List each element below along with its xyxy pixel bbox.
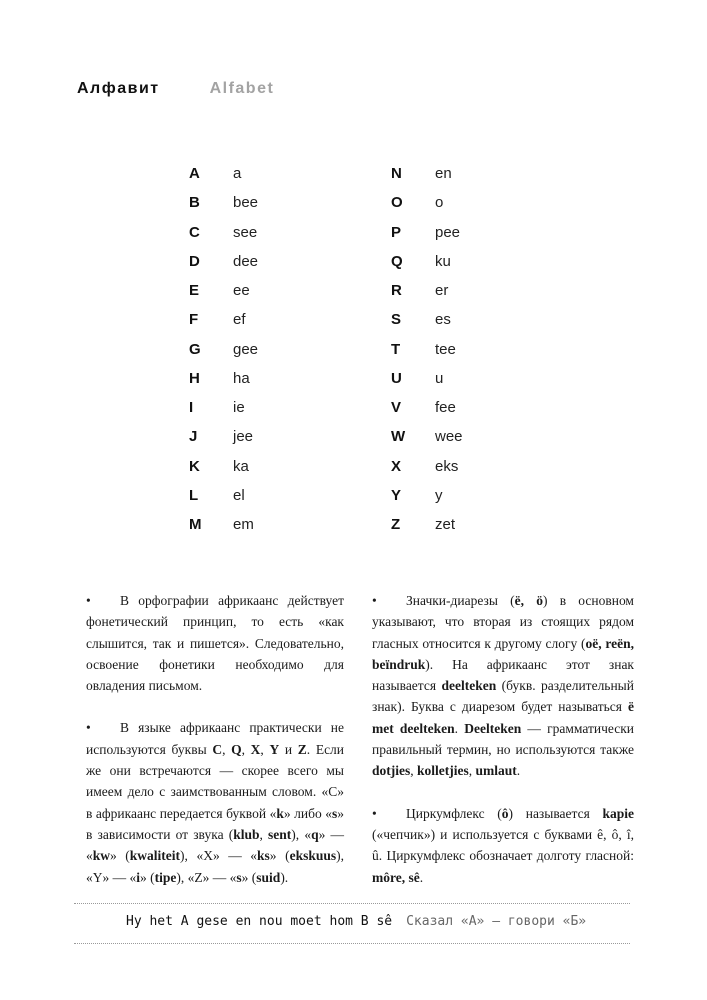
alphabet-letter-name: dee xyxy=(233,252,259,270)
note-text: . xyxy=(454,720,465,736)
note-text: » ( xyxy=(140,869,155,885)
footer-divider-bottom xyxy=(74,943,630,944)
notes-column-right xyxy=(372,590,634,909)
note-text: » ( xyxy=(110,848,130,864)
note-text: » — « xyxy=(86,826,345,864)
alphabet-row xyxy=(189,422,258,451)
note-text: Циркумфлекс ( xyxy=(406,805,502,821)
alphabet-letter-name: a xyxy=(233,165,242,183)
alphabet-row xyxy=(189,159,258,188)
alphabet-letter: E xyxy=(189,282,200,300)
note-paragraph xyxy=(372,803,634,888)
alphabet-row xyxy=(391,218,463,247)
alphabet-column-left xyxy=(189,159,258,539)
note-term: ë met deelteken xyxy=(372,699,634,736)
proverb-russian: Сказал «А» — говори «Б» xyxy=(406,914,587,929)
note-term: Deelteken xyxy=(464,720,522,736)
note-term: Z xyxy=(297,741,307,757)
alphabet-letter-name: es xyxy=(435,311,451,329)
alphabet-letter-name: bee xyxy=(233,194,259,212)
note-term: oë, reën, beïndruk xyxy=(372,635,634,672)
alphabet-letter-name: pee xyxy=(435,223,461,241)
alphabet-row xyxy=(391,188,463,217)
alphabet-letter: O xyxy=(391,194,403,212)
alphabet-row xyxy=(391,364,463,393)
note-paragraph xyxy=(86,717,344,887)
note-text: » ( xyxy=(241,869,257,885)
alphabet-row xyxy=(391,481,463,510)
alphabet-row xyxy=(189,247,258,276)
note-text: — грамматически правильный термин, но используются также xyxy=(372,720,634,758)
page-header xyxy=(77,80,274,98)
note-term: ô xyxy=(501,805,509,821)
alphabet-letter: C xyxy=(189,223,200,241)
note-term: kw xyxy=(92,848,111,864)
alphabet-letter: J xyxy=(189,428,198,446)
proverb-afrikaans: Hy het A gese en nou moet hom B sê xyxy=(126,914,393,929)
note-term: kapie xyxy=(602,805,634,821)
note-term: i xyxy=(136,869,141,885)
note-term: klub xyxy=(233,826,260,842)
bullet-mark: • xyxy=(86,720,91,736)
bullet-mark: • xyxy=(86,593,91,608)
alphabet-letter-name: wee xyxy=(435,428,463,446)
note-text: ), « xyxy=(291,826,312,842)
alphabet-letter-name: o xyxy=(435,194,444,212)
alphabet-letter: R xyxy=(391,282,402,300)
note-paragraph xyxy=(372,590,634,782)
alphabet-letter-name: gee xyxy=(233,340,259,358)
note-term: tipe xyxy=(154,869,177,885)
title-afrikaans: Alfabet xyxy=(209,80,275,97)
alphabet-letter-name: tee xyxy=(435,340,456,358)
alphabet-letter-name: el xyxy=(233,486,245,504)
alphabet-letter: Q xyxy=(391,252,403,270)
bullet-mark: • xyxy=(372,593,377,608)
note-term: môre, sê xyxy=(372,869,420,885)
alphabet-letter: Z xyxy=(391,516,401,534)
note-text: , xyxy=(259,826,269,842)
alphabet-letter: L xyxy=(189,486,199,504)
alphabet-letter: A xyxy=(189,165,200,183)
note-term: Q xyxy=(231,741,242,757)
note-text: и xyxy=(279,741,298,757)
alphabet-letter: H xyxy=(189,369,200,387)
alphabet-letter: D xyxy=(189,252,200,270)
note-term: sent xyxy=(268,826,292,842)
alphabet-row xyxy=(391,276,463,305)
note-term: C xyxy=(212,741,223,757)
note-text: , xyxy=(222,741,232,757)
alphabet-row xyxy=(391,422,463,451)
alphabet-row xyxy=(391,452,463,481)
note-term: ë, ö xyxy=(514,593,543,608)
alphabet-row xyxy=(189,364,258,393)
note-term: kwaliteit xyxy=(129,848,181,864)
alphabet-letter: F xyxy=(189,311,199,329)
note-text: ), «X» — « xyxy=(180,848,258,864)
note-text: » либо « xyxy=(283,805,332,821)
alphabet-letter: K xyxy=(189,457,200,475)
alphabet-row xyxy=(391,305,463,334)
note-text: , xyxy=(410,763,417,779)
alphabet-letter: V xyxy=(391,399,402,417)
alphabet-letter: Y xyxy=(391,486,402,504)
alphabet-letter: B xyxy=(189,194,200,212)
note-term: umlaut xyxy=(475,763,517,779)
alphabet-row xyxy=(189,452,258,481)
note-text: » ( xyxy=(269,848,290,864)
note-text: Значки-диарезы ( xyxy=(406,593,515,608)
note-term: dotjies xyxy=(372,763,411,779)
alphabet-letter: N xyxy=(391,165,402,183)
bullet-mark: • xyxy=(372,805,377,821)
alphabet-letter-name: jee xyxy=(233,428,254,446)
alphabet-row xyxy=(189,305,258,334)
note-term: s xyxy=(236,869,242,885)
title-russian: Алфавит xyxy=(77,80,160,97)
note-text: ). xyxy=(280,869,289,885)
proverb xyxy=(126,914,586,929)
note-text: . Если же они встречаются — скорее всего мы имеем дело с заимствованным словом. «C» в африкаанс передается буквой « xyxy=(86,741,345,821)
note-text: » в зависимости от звука ( xyxy=(86,805,344,842)
alphabet-letter: M xyxy=(189,516,202,534)
alphabet-row xyxy=(189,393,258,422)
note-text: ). На африкаанс этот знак называется xyxy=(372,656,634,694)
alphabet-letter-name: en xyxy=(435,165,452,183)
alphabet-letter-name: ee xyxy=(233,282,250,300)
alphabet-letter: T xyxy=(391,340,401,358)
alphabet-row xyxy=(189,188,258,217)
alphabet-letter-name: em xyxy=(233,516,254,534)
alphabet-letter: W xyxy=(391,428,406,446)
alphabet-letter: I xyxy=(189,399,194,417)
alphabet-letter-name: ef xyxy=(233,311,246,329)
alphabet-letter-name: see xyxy=(233,223,258,241)
alphabet-letter-name: fee xyxy=(435,399,456,417)
alphabet-row xyxy=(391,247,463,276)
alphabet-letter-name: ku xyxy=(435,252,451,270)
alphabet-letter-name: ha xyxy=(233,369,250,387)
note-term: k xyxy=(276,805,284,821)
note-text: ) в основном указывают, что вторая из стоящих рядом гласных относится к другому слогу ( xyxy=(372,593,634,651)
note-text: , xyxy=(468,763,476,779)
alphabet-letter-name: y xyxy=(435,486,443,504)
alphabet-row xyxy=(189,481,258,510)
alphabet-column-right xyxy=(391,159,463,539)
note-text: . xyxy=(516,763,521,779)
alphabet-letter: P xyxy=(391,223,402,241)
alphabet-letter: G xyxy=(189,340,201,358)
note-text: . xyxy=(419,869,424,885)
note-term: ekskuus xyxy=(289,848,337,864)
alphabet-row xyxy=(189,276,258,305)
alphabet-letter-name: zet xyxy=(435,516,456,534)
note-term: X xyxy=(250,741,261,757)
alphabet-row xyxy=(391,393,463,422)
note-term: ks xyxy=(257,848,270,864)
alphabet-letter-name: ka xyxy=(233,457,249,475)
note-text: В орфографии африкаанс действует фонетический принцип, то есть «как слышится, так и пишется». Следовательно, освоение фонетики необходимо для овладения письмом. xyxy=(86,593,344,694)
alphabet-letter-name: eks xyxy=(435,457,459,475)
note-text: В языке африкаанс практически не используются буквы xyxy=(86,720,344,757)
note-term: q xyxy=(311,826,319,842)
note-text: , xyxy=(260,741,270,757)
note-term: deelteken xyxy=(441,678,497,694)
note-term: suid xyxy=(256,869,281,885)
alphabet-row xyxy=(189,335,258,364)
note-text: («чепчик») и используется с буквами ê, ô, î, û. Циркумфлекс обозначает долготу гласной: xyxy=(372,826,634,864)
alphabet-row xyxy=(391,335,463,364)
alphabet-letter-name: ie xyxy=(233,399,245,417)
note-term: s xyxy=(331,805,338,821)
alphabet-row xyxy=(189,218,258,247)
note-text: ) называется xyxy=(508,805,603,821)
note-text: (букв. разделительный знак). Буква с диарезом будет называться xyxy=(372,678,634,715)
alphabet-row xyxy=(189,510,258,539)
notes-column-left xyxy=(86,590,344,909)
note-text: , xyxy=(241,741,251,757)
note-term: kolletjies xyxy=(417,763,469,779)
note-text: ), «Z» — « xyxy=(176,869,237,885)
alphabet-letter: X xyxy=(391,457,402,475)
footer-divider-top xyxy=(74,903,630,904)
alphabet-letter-name: u xyxy=(435,369,444,387)
note-paragraph xyxy=(86,590,344,696)
alphabet-row xyxy=(391,159,463,188)
alphabet-letter: U xyxy=(391,369,402,387)
note-text: ), «Y» — « xyxy=(86,848,344,885)
alphabet-row xyxy=(391,510,463,539)
alphabet-letter-name: er xyxy=(435,282,449,300)
note-term: Y xyxy=(269,741,280,757)
alphabet-letter: S xyxy=(391,311,402,329)
